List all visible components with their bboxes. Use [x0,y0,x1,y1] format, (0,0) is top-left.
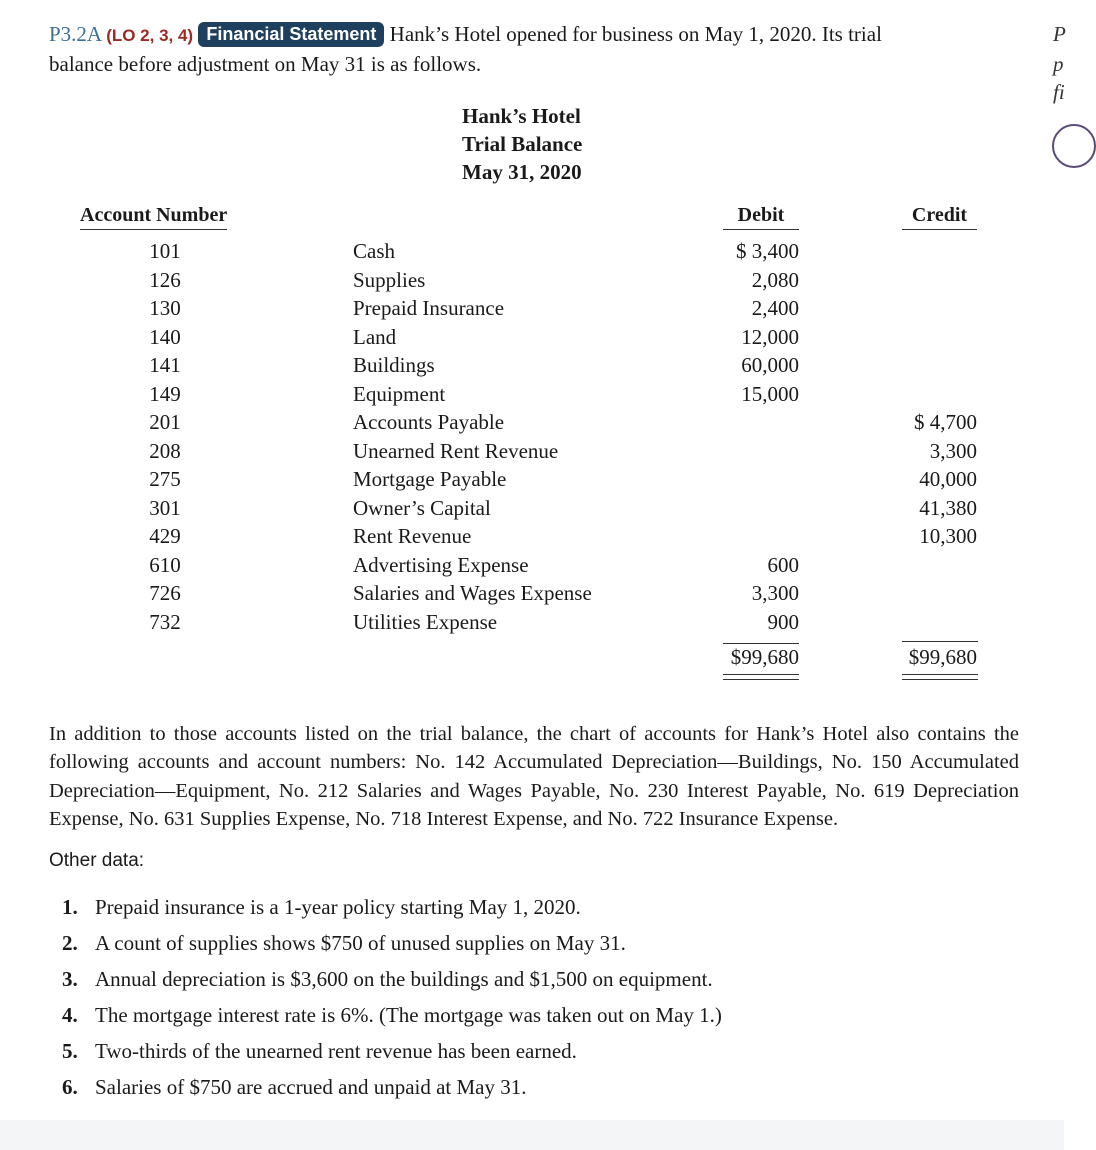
header-debit: Debit [723,204,799,230]
credit-amount: $ 4,700 [914,410,977,434]
credit-double-rule [902,679,978,680]
account-number: 275 [149,467,181,491]
table-row [0,353,1064,381]
debit-amount: $ 3,400 [736,239,799,263]
list-item [62,1039,577,1064]
credit-double-rule [902,674,978,675]
problem-id: P3.2A [49,22,101,46]
item-text: Annual depreciation is $3,600 on the buildings and $1,500 on equipment. [95,967,713,991]
item-text: Salaries of $750 are accrued and unpaid at May 31. [95,1075,527,1099]
account-number: 732 [149,609,181,634]
debit-double-rule [723,674,799,675]
additional-accounts-paragraph: In addition to those accounts listed on the trial balance, the chart of accounts for Hank’s Hotel also contains the following accounts and account numbers: No. 142 Accumulated Depreciation—Buildings, No. 150 Accumulated Depreciation—Equipment, No. 212 Salaries and Wages Payable, No. 230 Interest Payable, No. 619 Depreciation Expense, No. 631 Supplies Expense, No. 718 Interest Expense, and No. 722 Insurance Expense. [49,723,1019,830]
account-name: Prepaid Insurance [353,296,505,320]
debit-amount: 3,300 [751,581,799,605]
account-number: 140 [149,324,181,349]
credit-total-rule [902,641,978,642]
table-row [0,610,1064,638]
table-row [0,410,1064,438]
credit-amount: 3,300 [929,438,977,463]
credit-amount: 41,380 [919,495,977,520]
item-number: 2. [62,931,78,955]
header-account-number: Account Number [80,204,227,230]
table-row [0,524,1064,552]
margin-fragment: p [1053,52,1064,76]
account-number: 101 [149,239,181,263]
intro-text: Hank’s Hotel opened for business on May 1, 2020. Its trial [389,22,882,46]
table-row [0,296,1064,324]
header-credit: Credit [902,204,977,230]
account-name: Rent Revenue [353,524,472,548]
account-number: 301 [149,495,181,520]
account-number: 726 [149,581,181,605]
list-item [62,1003,722,1028]
table-row [0,553,1064,581]
item-text: A count of supplies shows $750 of unused supplies on May 31. [95,931,626,955]
debit-amount: 600 [767,552,799,577]
account-number: 429 [149,524,181,548]
intro-text-2: balance before adjustment on May 31 is as follows. [49,52,482,76]
margin-circle-icon [1052,124,1096,168]
credit-amount: 10,300 [919,524,977,548]
debit-amount: 2,400 [751,296,799,320]
account-name: Mortgage Payable [353,467,507,491]
table-row [0,467,1064,495]
category-badge: Financial Statement [198,22,384,47]
debit-amount: 12,000 [741,324,799,349]
margin-fragment: P [1053,22,1066,46]
item-number: 1. [62,895,78,919]
account-number: 201 [149,410,181,434]
statement-company: Hank’s Hotel [462,104,581,128]
item-number: 5. [62,1039,78,1063]
account-name: Owner’s Capital [353,495,491,520]
account-number: 149 [149,381,181,406]
account-name: Salaries and Wages Expense [353,581,592,605]
credit-amount: 40,000 [919,467,977,491]
table-row [0,325,1064,353]
list-item [62,895,581,920]
table-row [0,439,1064,467]
list-item [62,1075,527,1100]
problem-heading [49,22,882,47]
table-row [0,268,1064,296]
table-row [0,581,1064,609]
list-item [62,967,713,992]
debit-amount: 15,000 [741,381,799,406]
debit-amount: 2,080 [751,267,799,292]
account-name: Accounts Payable [353,410,505,434]
table-row [0,382,1064,410]
account-number: 610 [149,552,181,577]
table-row [0,239,1064,267]
table-row [0,496,1064,524]
item-text: Two-thirds of the unearned rent revenue has been earned. [95,1039,577,1063]
statement-date: May 31, 2020 [462,160,582,184]
page-footer-strip [0,1120,1064,1150]
account-number: 141 [149,353,181,377]
account-number: 130 [149,296,181,320]
item-text: The mortgage interest rate is 6%. (The mortgage was taken out on May 1.) [95,1003,722,1027]
item-number: 6. [62,1075,78,1099]
debit-amount: 900 [767,609,799,634]
item-number: 4. [62,1003,78,1027]
account-name: Buildings [353,353,435,377]
account-number: 126 [149,267,181,292]
account-name: Utilities Expense [353,609,498,634]
total-debit: $99,680 [730,645,799,669]
account-name: Equipment [353,381,446,406]
item-text: Prepaid insurance is a 1-year policy starting May 1, 2020. [95,895,581,919]
learning-objectives: (LO 2, 3, 4) [106,26,194,45]
account-name: Supplies [353,267,426,292]
debit-total-rule [723,643,799,644]
debit-amount: 60,000 [741,353,799,377]
debit-double-rule [723,679,799,680]
account-name: Land [353,324,397,349]
account-name: Cash [353,239,395,263]
list-item [62,931,626,956]
total-credit: $99,680 [908,645,977,669]
account-name: Unearned Rent Revenue [353,438,559,463]
item-number: 3. [62,967,78,991]
account-name: Advertising Expense [353,552,529,577]
statement-title: Trial Balance [462,132,583,156]
account-number: 208 [149,438,181,463]
margin-fragment: fi [1053,80,1065,104]
other-data-label: Other data: [49,850,145,871]
